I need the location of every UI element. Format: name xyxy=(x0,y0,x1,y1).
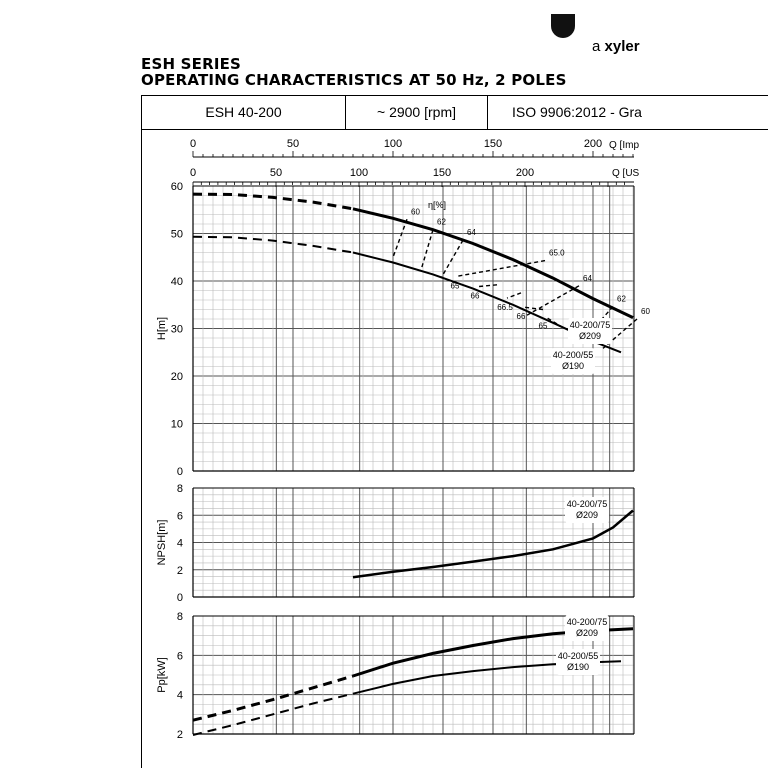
efficiency-bottom-label: 65 xyxy=(450,281,460,291)
head-panel-ytick-label: 20 xyxy=(170,371,183,383)
us-tick-label: 50 xyxy=(269,167,283,179)
efficiency-line xyxy=(507,293,521,298)
chart-title: OPERATING CHARACTERISTICS AT 50 Hz, 2 POLES xyxy=(141,71,567,89)
efficiency-top-label: 62 xyxy=(617,294,626,304)
efficiency-top-label: 60 xyxy=(641,307,650,316)
efficiency-top-label: 64 xyxy=(583,273,592,283)
efficiency-line xyxy=(545,317,563,328)
efficiency-line xyxy=(441,240,463,278)
npsh-panel-ytick-label: 4 xyxy=(176,537,183,550)
efficiency-bottom-label: 66 xyxy=(516,312,526,322)
us-tick-label: 100 xyxy=(349,167,369,179)
head-panel-ytick-label: 0 xyxy=(176,466,183,478)
npsh-panel-ytick-label: 6 xyxy=(176,510,183,523)
head-panel-ytick-label: 50 xyxy=(170,228,183,241)
us-tick-label: 0 xyxy=(189,167,197,179)
us-tick-label: 200 xyxy=(515,167,535,179)
efficiency-line xyxy=(393,219,407,257)
power-series-2-label: 40-200/55 xyxy=(557,651,599,661)
npsh-panel-ytick-label: 0 xyxy=(176,592,183,604)
efficiency-bottom-label: 66 xyxy=(470,291,480,301)
imp-tick-label: 100 xyxy=(383,138,403,150)
power-panel-ytick-label: 8 xyxy=(176,611,183,623)
power-series-2-label: Ø190 xyxy=(566,662,590,672)
efficiency-top-label: 60 xyxy=(411,207,420,217)
npsh-panel-ytick-label: 2 xyxy=(176,564,183,577)
npsh-series-1-label: Ø209 xyxy=(575,510,599,520)
efficiency-top-label: 65.0 xyxy=(549,248,565,258)
npsh-panel-ylabel: NPSH[m] xyxy=(156,519,168,566)
efficiency-top-label: 62 xyxy=(437,217,446,227)
imp-tick-label: 200 xyxy=(583,138,603,150)
standard-cell: ISO 9906:2012 - Gra xyxy=(512,104,642,120)
power-panel-ytick-label: 6 xyxy=(176,650,183,663)
npsh-series-1-label: 40-200/75 xyxy=(566,499,608,509)
head-series-1-label: Ø209 xyxy=(578,331,602,341)
power-series-1-label: Ø209 xyxy=(575,628,599,638)
head-panel-ytick-label: 10 xyxy=(170,418,183,431)
us-axis-label: Q [US xyxy=(612,168,640,179)
efficiency-line xyxy=(477,285,497,287)
model-cell: ESH 40-200 xyxy=(142,96,346,129)
efficiency-bottom-label: 65 xyxy=(538,321,548,331)
power-panel-ytick-label: 2 xyxy=(176,729,183,741)
head-panel-ylabel: H[m] xyxy=(156,316,168,341)
imp-tick-label: 0 xyxy=(189,138,197,150)
imp-tick-label: 50 xyxy=(286,138,300,150)
efficiency-bottom-label: 66.5 xyxy=(497,303,513,313)
efficiency-axis-label: η[%] xyxy=(428,200,447,210)
npsh-panel-ytick-label: 8 xyxy=(176,483,183,495)
power-series-1-label: 40-200/75 xyxy=(566,617,608,627)
speed-cell: ~ 2900 [rpm] xyxy=(346,96,488,129)
head-series-2-label: 40-200/55 xyxy=(552,350,594,360)
imp-axis-label: Q [Imp xyxy=(609,140,640,151)
brand-logo: a xyler xyxy=(592,38,640,55)
efficiency-top-label: 64 xyxy=(467,228,476,238)
head-panel-ytick-label: 30 xyxy=(170,323,183,336)
head-series-2-label: Ø190 xyxy=(561,361,585,371)
series-title: ESH SERIES xyxy=(141,55,242,73)
imp-tick-label: 150 xyxy=(483,138,503,150)
head-panel-ytick-label: 40 xyxy=(170,276,183,288)
head-series-1-label: 40-200/75 xyxy=(569,320,611,330)
us-tick-label: 150 xyxy=(432,167,452,179)
power-panel-ytick-label: 4 xyxy=(176,689,183,702)
power-panel-ylabel: Pp[kW] xyxy=(156,657,168,693)
head-panel-ytick-label: 60 xyxy=(170,181,183,193)
